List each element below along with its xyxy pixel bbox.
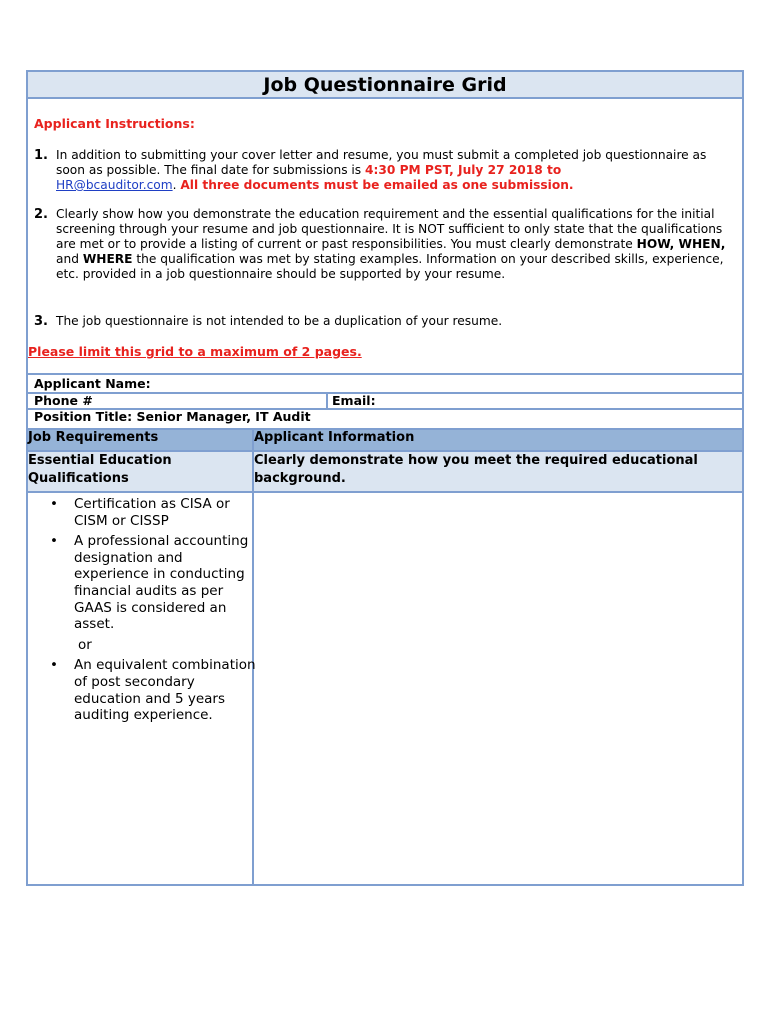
- applicant-name-label: Applicant Name:: [34, 376, 151, 391]
- instruction-text: Clearly show how you demonstrate the education requirement and the essential qualifications for the initial screening through your resume and job questionnaire. It is NOT sufficient to only state that the qualifications are met or to provide a listing of current or past responsibilities. You must clearly demonstrate HOW, WHEN, and WHERE the qualification was met by stating examples. Information on your described skills, experience, etc. provided in a job questionnaire should be supported by your resume.: [56, 207, 726, 281]
- applicant-response-area[interactable]: [254, 493, 742, 884]
- divider: [28, 450, 742, 452]
- list-item: • Certification as CISA or CISM or CISSP: [50, 496, 230, 529]
- position-title: Position Title: Senior Manager, IT Audit: [34, 409, 311, 424]
- bullet-icon: •: [50, 533, 58, 550]
- submission-emphasis: All three documents must be emailed as one submission.: [180, 178, 574, 192]
- qualifications-list: [48, 496, 258, 728]
- or-separator: or: [78, 636, 92, 653]
- instruction-text: In addition to submitting your cover letter and resume, you must submit a completed job questionnaire as soon as possible. The final date for submissions is 4:30 PM PST, July 27 2018 to HR@bcauditor.com. All three documents must be emailed as one submission.: [56, 148, 707, 192]
- instructions-heading: Applicant Instructions:: [34, 116, 195, 131]
- phone-label: Phone #: [34, 393, 93, 408]
- divider: [28, 373, 742, 375]
- instruction-text: The job questionnaire is not intended to be a duplication of your resume.: [56, 314, 503, 328]
- hr-email-link[interactable]: HR@bcauditor.com: [56, 178, 173, 192]
- divider: [28, 392, 742, 394]
- instruction-number: 3.: [34, 314, 48, 329]
- bullet-icon: •: [50, 657, 58, 674]
- education-qualifications-header: Essential Education Qualifications: [28, 450, 254, 492]
- deadline-text: 4:30 PM PST, July 27 2018 to: [365, 163, 562, 177]
- list-item: • A professional accounting designation and experience in conducting financial audits as per GAAS is considered an asset.: [50, 533, 249, 633]
- email-label: Email:: [332, 393, 376, 408]
- job-requirements-header: Job Requirements: [28, 428, 254, 450]
- page-title: Job Questionnaire Grid: [28, 72, 742, 99]
- questionnaire-frame: [26, 70, 744, 886]
- divider: [28, 428, 742, 430]
- education-instruction-header: Clearly demonstrate how you meet the required educational background.: [254, 450, 742, 492]
- bullet-icon: •: [50, 496, 58, 512]
- divider: [326, 392, 328, 408]
- list-item: • An equivalent combination of post secondary education and 5 years auditing experience.: [50, 657, 256, 724]
- instruction-number: 1.: [34, 148, 48, 163]
- applicant-information-header: Applicant Information: [254, 428, 742, 450]
- page-limit-note: Please limit this grid to a maximum of 2 pages.: [28, 344, 362, 359]
- instruction-number: 2.: [34, 207, 48, 222]
